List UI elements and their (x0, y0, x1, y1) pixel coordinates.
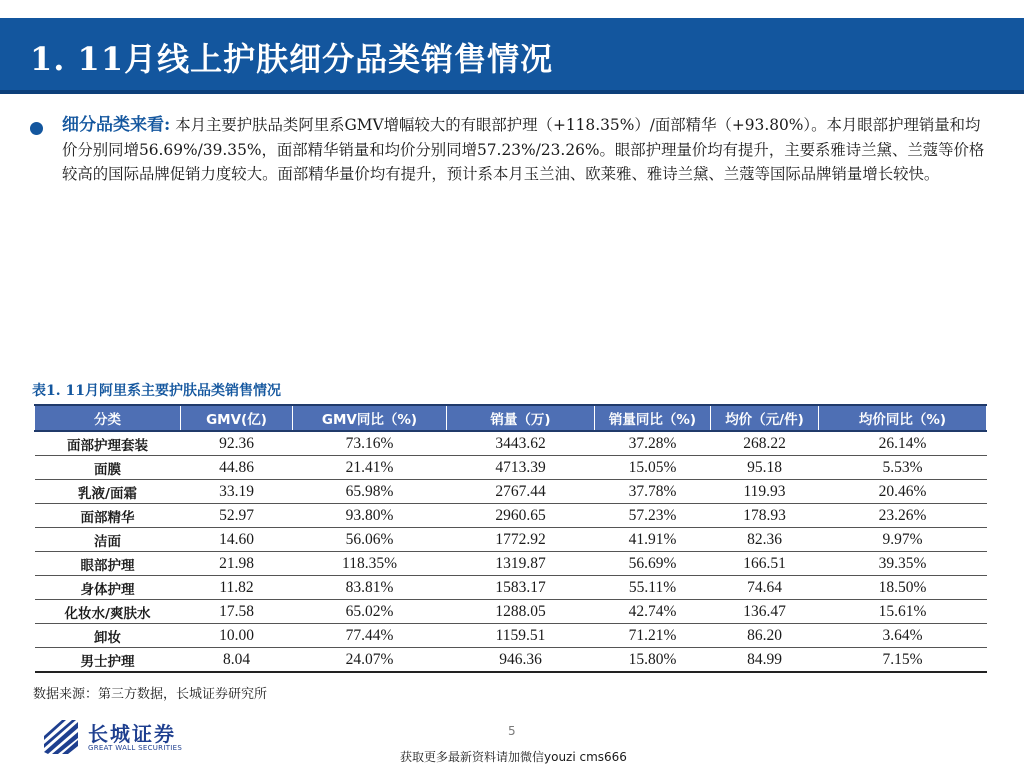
avg-price-yoy-cell: 9.97% (819, 528, 987, 552)
avg-price-yoy-cell: 23.26% (819, 504, 987, 528)
avg-price-cell: 119.93 (711, 480, 819, 504)
table-row (35, 624, 987, 648)
avg-price-yoy-cell: 20.46% (819, 480, 987, 504)
volume-yoy-cell: 57.23% (595, 504, 711, 528)
category-cell: 男士护理 (35, 648, 181, 673)
summary-lead: 细分品类来看: (62, 115, 171, 135)
volume-yoy-cell: 15.80% (595, 648, 711, 673)
volume-yoy-cell: 41.91% (595, 528, 711, 552)
table-header-row (35, 405, 987, 431)
gmv-cell: 14.60 (181, 528, 293, 552)
volume-cell: 1583.17 (447, 576, 595, 600)
gmv-cell: 33.19 (181, 480, 293, 504)
gmv-cell: 8.04 (181, 648, 293, 673)
volume-cell: 2767.44 (447, 480, 595, 504)
avg-price-cell: 136.47 (711, 600, 819, 624)
avg-price-yoy-cell: 15.61% (819, 600, 987, 624)
volume-cell: 2960.65 (447, 504, 595, 528)
volume-yoy-cell: 71.21% (595, 624, 711, 648)
category-cell: 乳液/面霜 (35, 480, 181, 504)
summary-paragraph (62, 113, 992, 187)
category-cell: 身体护理 (35, 576, 181, 600)
column-header: 销量同比（%) (595, 405, 711, 431)
avg-price-cell: 82.36 (711, 528, 819, 552)
page-title: 1. 11月线上护肤细分品类销售情况 (30, 40, 554, 78)
column-header: GMV(亿) (181, 405, 293, 431)
gmv-cell: 10.00 (181, 624, 293, 648)
avg-price-cell: 84.99 (711, 648, 819, 673)
volume-yoy-cell: 56.69% (595, 552, 711, 576)
page-number: 5 (508, 724, 516, 738)
volume-cell: 4713.39 (447, 456, 595, 480)
avg-price-yoy-cell: 7.15% (819, 648, 987, 673)
gmv-cell: 11.82 (181, 576, 293, 600)
column-header: 分类 (35, 405, 181, 431)
avg-price-yoy-cell: 39.35% (819, 552, 987, 576)
volume-yoy-cell: 37.28% (595, 431, 711, 456)
avg-price-cell: 74.64 (711, 576, 819, 600)
gmv-yoy-cell: 118.35% (293, 552, 447, 576)
gmv-yoy-cell: 24.07% (293, 648, 447, 673)
avg-price-cell: 95.18 (711, 456, 819, 480)
volume-cell: 1319.87 (447, 552, 595, 576)
category-cell: 面部精华 (35, 504, 181, 528)
category-cell: 洁面 (35, 528, 181, 552)
volume-cell: 946.36 (447, 648, 595, 673)
gmv-yoy-cell: 77.44% (293, 624, 447, 648)
bullet-dot-icon (30, 122, 43, 135)
volume-cell: 1772.92 (447, 528, 595, 552)
table-row (35, 480, 987, 504)
gmv-yoy-cell: 73.16% (293, 431, 447, 456)
volume-cell: 3443.62 (447, 431, 595, 456)
summary-text: 本月主要护肤品类阿里系GMV增幅较大的有眼部护理（+118.35%）/面部精华（+93.80%）。本月眼部护理销量和均价分别同增56.69%/39.35%，面部精华销量和均价分别同增57.23%/23.26%。眼部护理量价均有提升，主要系雅诗兰黛、兰蔻等价格较高的国际品牌促销力度较大。面部精华量价均有提升，预计系本月玉兰油、欧莱雅、雅诗兰黛、兰蔻等国际品牌销量增长较快。 (62, 116, 985, 183)
volume-yoy-cell: 15.05% (595, 456, 711, 480)
avg-price-cell: 178.93 (711, 504, 819, 528)
gmv-cell: 44.86 (181, 456, 293, 480)
gmv-cell: 52.97 (181, 504, 293, 528)
table-row (35, 504, 987, 528)
company-logo (42, 718, 192, 758)
volume-cell: 1159.51 (447, 624, 595, 648)
gmv-yoy-cell: 93.80% (293, 504, 447, 528)
table-row (35, 431, 987, 456)
gmv-yoy-cell: 65.02% (293, 600, 447, 624)
column-header: 销量（万) (447, 405, 595, 431)
logo-subtitle: GREAT WALL SECURITIES (88, 744, 183, 752)
logo-name: 长城证券 (88, 722, 176, 746)
data-source-note: 数据来源：第三方数据，长城证券研究所 (33, 687, 268, 702)
table-row (35, 576, 987, 600)
footer-note: 获取更多最新资料请加微信youzi cms666 (400, 750, 627, 764)
avg-price-cell: 86.20 (711, 624, 819, 648)
volume-cell: 1288.05 (447, 600, 595, 624)
column-header: 均价（元/件) (711, 405, 819, 431)
gmv-yoy-cell: 83.81% (293, 576, 447, 600)
avg-price-cell: 268.22 (711, 431, 819, 456)
column-header: 均价同比（%) (819, 405, 987, 431)
category-cell: 眼部护理 (35, 552, 181, 576)
avg-price-yoy-cell: 3.64% (819, 624, 987, 648)
volume-yoy-cell: 42.74% (595, 600, 711, 624)
category-cell: 面膜 (35, 456, 181, 480)
table-row (35, 528, 987, 552)
gmv-cell: 21.98 (181, 552, 293, 576)
avg-price-yoy-cell: 18.50% (819, 576, 987, 600)
volume-yoy-cell: 55.11% (595, 576, 711, 600)
gmv-cell: 17.58 (181, 600, 293, 624)
column-header: GMV同比（%) (293, 405, 447, 431)
category-cell: 化妆水/爽肤水 (35, 600, 181, 624)
table-row (35, 600, 987, 624)
table-row (35, 456, 987, 480)
sales-table (34, 404, 987, 673)
avg-price-yoy-cell: 26.14% (819, 431, 987, 456)
category-cell: 卸妆 (35, 624, 181, 648)
category-cell: 面部护理套装 (35, 431, 181, 456)
great-wall-logo-icon (42, 718, 80, 756)
table-caption: 表1. 11月阿里系主要护肤品类销售情况 (32, 383, 281, 399)
gmv-yoy-cell: 21.41% (293, 456, 447, 480)
gmv-yoy-cell: 65.98% (293, 480, 447, 504)
avg-price-cell: 166.51 (711, 552, 819, 576)
gmv-yoy-cell: 56.06% (293, 528, 447, 552)
gmv-cell: 92.36 (181, 431, 293, 456)
volume-yoy-cell: 37.78% (595, 480, 711, 504)
table-row (35, 552, 987, 576)
table-row (35, 648, 987, 673)
avg-price-yoy-cell: 5.53% (819, 456, 987, 480)
title-bar (0, 18, 1024, 94)
